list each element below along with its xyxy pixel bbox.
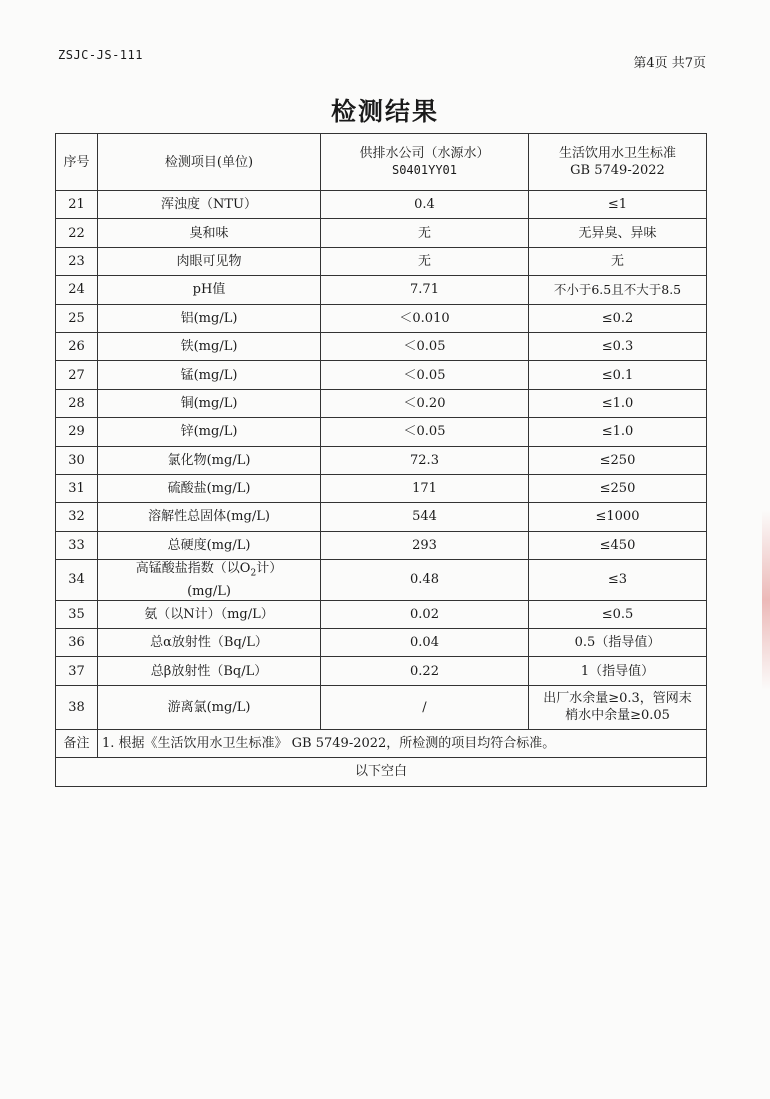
table-row [56,304,707,332]
row-limit: ≤250 [529,474,707,502]
row-no: 32 [56,503,98,531]
row-limit: ≤0.1 [529,361,707,389]
header-standard-code: GB 5749-2022 [570,163,665,178]
footer-row [56,758,707,786]
row-no: 24 [56,276,98,304]
blank-below-text: 以下空白 [56,758,707,786]
row-limit: ≤1.0 [529,418,707,446]
header-seq: 序号 [56,134,98,191]
row-item: 溶解性总固体(mg/L) [98,503,321,531]
row-item: 总硬度(mg/L) [98,531,321,559]
row-result: ＜0.010 [321,304,529,332]
row-no: 21 [56,191,98,219]
row-limit: ≤450 [529,531,707,559]
row-item-part1: 高锰酸盐指数（以O [135,561,251,577]
row-limit: 0.5（指导值） [529,629,707,657]
row-no: 30 [56,446,98,474]
table-header-row [56,134,707,191]
row-limit: ≤1 [529,191,707,219]
row-result: 0.22 [321,657,529,685]
row-limit: ≤1.0 [529,389,707,417]
row-limit [529,685,707,729]
row-limit: ≤0.5 [529,600,707,628]
row-result: 72.3 [321,446,529,474]
row-limit: ≤3 [529,560,707,601]
row-no: 23 [56,247,98,275]
row-limit: ≤250 [529,446,707,474]
row-item: 臭和味 [98,219,321,247]
table-row [56,685,707,729]
row-item-unit: (mg/L) [187,583,231,599]
document-code: ZSJC-JS-111 [58,48,143,62]
row-result: 无 [321,219,529,247]
row-no: 33 [56,531,98,559]
row-result: ＜0.05 [321,332,529,360]
row-item: 铁(mg/L) [98,332,321,360]
row-no: 36 [56,629,98,657]
page-title: 检测结果 [330,97,439,126]
remark-label: 备注 [56,729,98,757]
row-result: 无 [321,247,529,275]
row-result: ＜0.05 [321,418,529,446]
row-item: 游离氯(mg/L) [98,685,321,729]
row-limit: 1（指导值） [529,657,707,685]
row-item: 总α放射性（Bq/L） [98,629,321,657]
table-row [56,560,707,601]
row-item: 锌(mg/L) [98,418,321,446]
row-result: / [321,685,529,729]
table-row [56,503,707,531]
row-result: 293 [321,531,529,559]
row-no: 22 [56,219,98,247]
row-item-subscript: 2 [250,568,257,579]
remark-row [56,729,707,757]
row-item-part2: 计） [256,561,283,577]
row-result: 0.4 [321,191,529,219]
row-limit: 无异臭、异味 [529,219,707,247]
row-limit-line2: 梢水中余量≥0.05 [565,708,670,724]
row-result: 7.71 [321,276,529,304]
table-row [56,247,707,275]
row-no: 31 [56,474,98,502]
row-item: 锰(mg/L) [98,361,321,389]
row-no: 35 [56,600,98,628]
row-item: 肉眼可见物 [98,247,321,275]
table-row [56,332,707,360]
row-limit: ≤1000 [529,503,707,531]
header-sample-id: S0401YY01 [391,163,458,177]
table-row [56,600,707,628]
results-table [55,133,707,787]
header-sample-name: 供排水公司（水源水） [359,146,490,161]
row-result: 171 [321,474,529,502]
table-row [56,219,707,247]
row-limit-line1: 出厂水余量≥0.3，管网末 [543,691,692,707]
row-item: pH值 [98,276,321,304]
row-no: 27 [56,361,98,389]
table-row [56,389,707,417]
remark-text: 1. 根据《生活饮用水卫生标准》 GB 5749-2022，所检测的项目均符合标准。 [98,729,707,757]
table-row [56,276,707,304]
header-standard-name: 生活饮用水卫生标准 [558,146,676,161]
table-row [56,361,707,389]
header-standard [529,134,707,191]
stamp-edge-mark [762,510,770,690]
row-item: 浑浊度（NTU） [98,191,321,219]
row-no: 29 [56,418,98,446]
table-row [56,474,707,502]
row-result: 0.48 [321,560,529,601]
table-row [56,531,707,559]
row-no: 25 [56,304,98,332]
row-no: 26 [56,332,98,360]
table-row [56,657,707,685]
row-result: ＜0.20 [321,389,529,417]
row-limit: ≤0.2 [529,304,707,332]
header-sample [321,134,529,191]
row-item: 铜(mg/L) [98,389,321,417]
row-no: 34 [56,560,98,601]
row-result: ＜0.05 [321,361,529,389]
row-no: 37 [56,657,98,685]
header-item: 检测项目(单位) [98,134,321,191]
row-no: 28 [56,389,98,417]
row-item [98,560,321,601]
row-result: 0.02 [321,600,529,628]
row-result: 544 [321,503,529,531]
row-item: 硫酸盐(mg/L) [98,474,321,502]
row-no: 38 [56,685,98,729]
row-item: 总β放射性（Bq/L） [98,657,321,685]
table-row [56,418,707,446]
table-row [56,629,707,657]
row-limit: ≤0.3 [529,332,707,360]
row-limit: 不小于6.5且不大于8.5 [529,276,707,304]
row-result: 0.04 [321,629,529,657]
page-number: 第4页 共7页 [633,56,706,71]
table-row [56,446,707,474]
row-item: 氯化物(mg/L) [98,446,321,474]
table-row [56,191,707,219]
row-item: 氨（以N计）（mg/L） [98,600,321,628]
row-limit: 无 [529,247,707,275]
row-item: 铝(mg/L) [98,304,321,332]
